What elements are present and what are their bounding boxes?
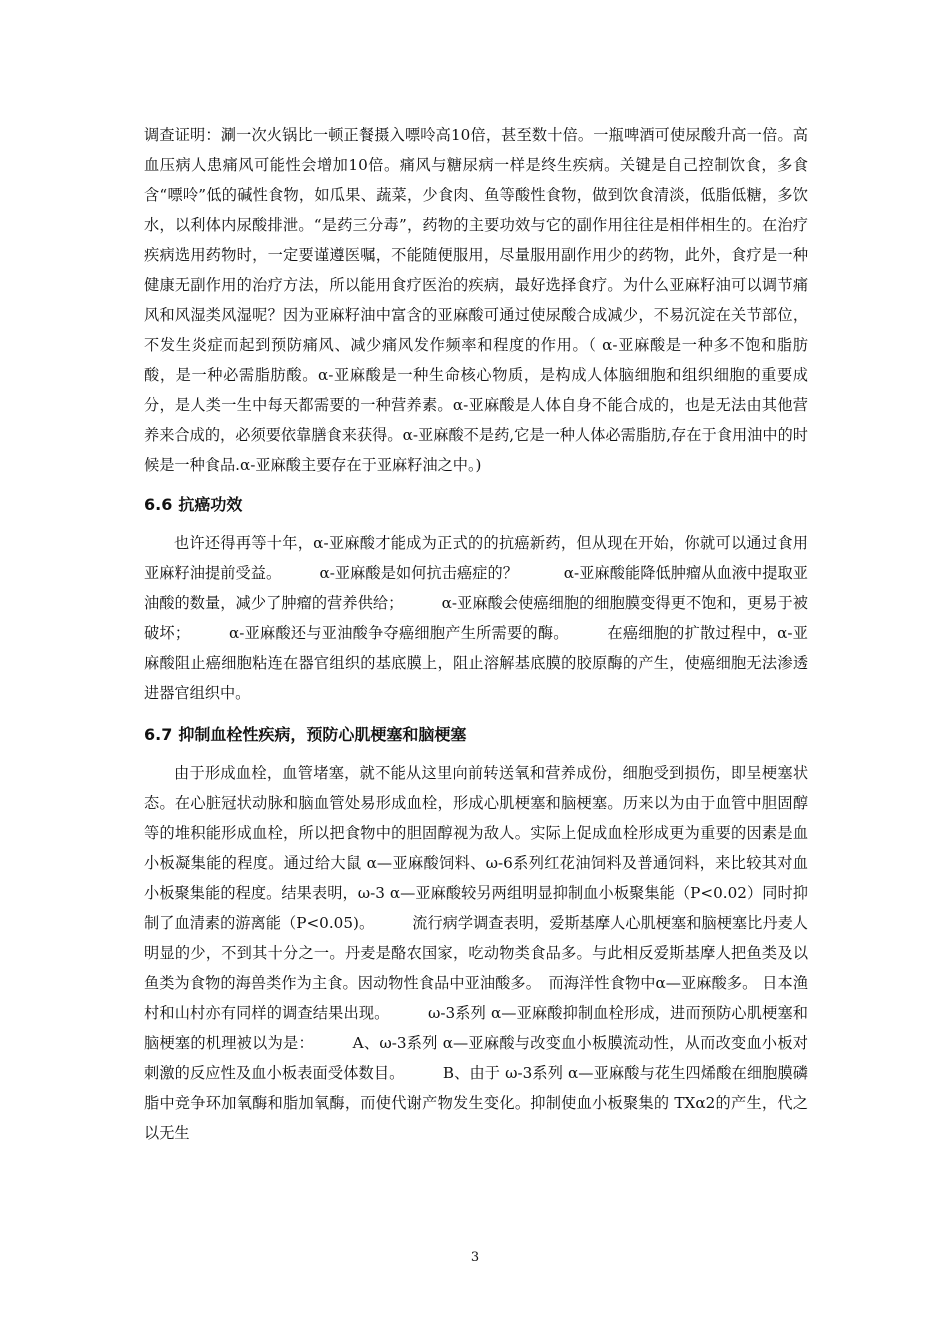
intro-paragraph: 调查证明：涮一次火锅比一顿正餐摄入嘌呤高10倍，甚至数十倍。一瓶啤酒可使尿酸升高一倍。高血压病人患痛风可能性会增加10倍。痛风与糖尿病一样是终生疾病。关键是自己控制饮食，多食含“嘌呤”低的碱性食物，如瓜果、蔬菜，少食肉、鱼等酸性食物，做到饮食清淡，低脂低糖，多饮水，以利体内尿酸排泄。“是药三分毒”，药物的主要功效与它的副作用往往是相伴相生的。在治疗疾病选用药物时，一定要谨遵医嘱，不能随便服用，尽量服用副作用少的药物，此外，食疗是一种健康无副作用的治疗方法，所以能用食疗医治的疾病，最好选择食疗。为什么亚麻籽油可以调节痛风和风湿类风湿呢？因为亚麻籽油中富含的亚麻酸可通过使尿酸合成减少，不易沉淀在关节部位，不发生炎症而起到预防痛风、减少痛风发作频率和程度的作用。（ α-亚麻酸是一种多不饱和脂肪酸，是一种必需脂肪酸。α-亚麻酸是一种生命核心物质，是构成人体脑细胞和组织细胞的重要成分，是人类一生中每天都需要的一种营养素。α-亚麻酸是人体自身不能合成的，也是无法由其他营养来合成的，必须要依靠膳食来获得。α-亚麻酸不是药,它是一种人体必需脂肪,存在于食用油中的时候是一种食品.α-亚麻酸主要存在于亚麻籽油之中。)	[144, 126, 808, 474]
page-number: 3	[470, 1250, 480, 1265]
section-title: 抗癌功效	[178, 495, 243, 514]
section-title: 抑制血栓性疾病，预防心肌梗塞和脑梗塞	[178, 725, 467, 744]
anticancer-paragraph: 也许还得再等十年，α-亚麻酸才能成为正式的的抗癌新药，但从现在开始，你就可以通过食用亚麻籽油提前受益。 α-亚麻酸是如何抗击癌症的？ α-亚麻酸能降低肿瘤从血液中提取亚油酸的数量，减少了肿瘤的营养供给； α-亚麻酸会使癌细胞的细胞膜变得更不饱和，更易于被破坏； α-亚麻酸还与亚油酸争夺癌细胞产生所需要的酶。 在癌细胞的扩散过程中，α-亚麻酸阻止癌细胞粘连在器官组织的基底膜上，阻止溶解基底膜的胶原酶的产生，使癌细胞无法渗透进器官组织中。	[144, 534, 808, 702]
section-number: 6.6	[144, 495, 173, 514]
section-heading-6-7	[144, 720, 808, 750]
section-number: 6.7	[144, 725, 173, 744]
section-heading-6-6	[144, 490, 808, 520]
document-body	[144, 120, 808, 1148]
thrombosis-paragraph: 由于形成血栓，血管堵塞，就不能从这里向前转送氧和营养成份，细胞受到损伤，即呈梗塞状态。在心脏冠状动脉和脑血管处易形成血栓，形成心肌梗塞和脑梗塞。历来以为由于血管中胆固醇等的堆积能形成血栓，所以把食物中的胆固醇视为敌人。实际上促成血栓形成更为重要的因素是血小板凝集能的程度。通过给大鼠 α—亚麻酸饲料、ω-6系列红花油饲料及普通饲料，来比较其对血小板聚集能的程度。结果表明，ω-3 α—亚麻酸较另两组明显抑制血小板聚集能（P<0.02）同时抑制了血清素的游离能（P<0.05)。 流行病学调查表明，爱斯基摩人心肌梗塞和脑梗塞比丹麦人明显的少，不到其十分之一。丹麦是酪农国家，吃动物类食品多。与此相反爱斯基摩人把鱼类及以鱼类为食物的海兽类作为主食。因动物性食品中亚油酸多。 而海洋性食物中α—亚麻酸多。 日本渔村和山村亦有同样的调查结果出现。 ω-3系列 α—亚麻酸抑制血栓形成，进而预防心肌梗塞和脑梗塞的机理被以为是： A、ω-3系列 α—亚麻酸与改变血小板膜流动性，从而改变血小板对刺激的反应性及血小板表面受体数目。 B、由于 ω-3系列 α—亚麻酸与花生四烯酸在细胞膜磷脂中竞争环加氧酶和脂加氧酶，而使代谢产物发生变化。抑制使血小板聚集的 TXα2的产生，代之以无生	[144, 764, 808, 1142]
